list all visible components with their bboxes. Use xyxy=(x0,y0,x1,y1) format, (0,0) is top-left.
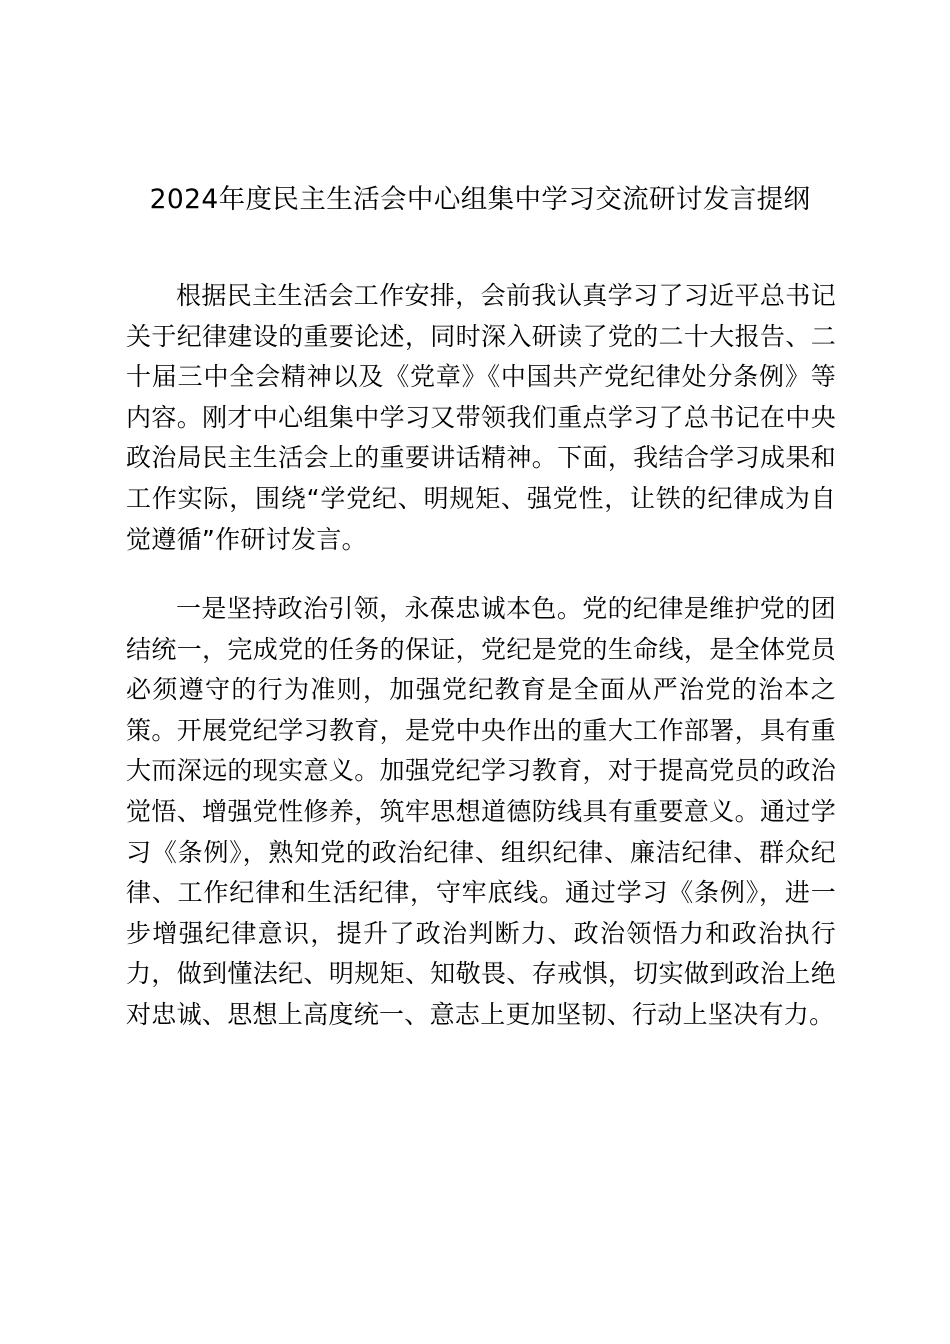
paragraph-intro: 根据民主生活会工作安排，会前我认真学习了习近平总书记关于纪律建设的重要论述，同时深入研读了党的二十大报告、二十届三中全会精神以及《党章》《中国共产党纪律处分条例》等内容。刚才中心组集中学习又带领我们重点学习了总书记在中央政治局民主生活会上的重要讲话精神。下面，我结合学习成果和工作实际，围绕“学党纪、明规矩、强党性，让铁的纪律成为自觉遵循”作研讨发言。 xyxy=(126,281,836,554)
paragraph-point-one: 一是坚持政治引领，永葆忠诚本色。党的纪律是维护党的团结统一，完成党的任务的保证，党纪是党的生命线，是全体党员必须遵守的行为准则，加强党纪教育是全面从严治党的治本之策。开展党纪学习教育，是党中央作出的重大工作部署，具有重大而深远的现实意义。加强党纪学习教育，对于提高党员的政治觉悟、增强党性修养，筑牢思想道德防线具有重要意义。通过学习《条例》，熟知党的政治纪律、组织纪律、廉洁纪律、群众纪律、工作纪律和生活纪律，守牢底线。通过学习《条例》，进一步增强纪律意识，提升了政治判断力、政治领悟力和政治执行力，做到懂法纪、明规矩、知敬畏、存戒惧，切实做到政治上绝对忠诚、思想上高度统一、意志上更加坚韧、行动上坚决有力。 xyxy=(126,594,836,1029)
document-title: 2024年度民主生活会中心组集中学习交流研讨发言提纲 xyxy=(149,184,811,215)
